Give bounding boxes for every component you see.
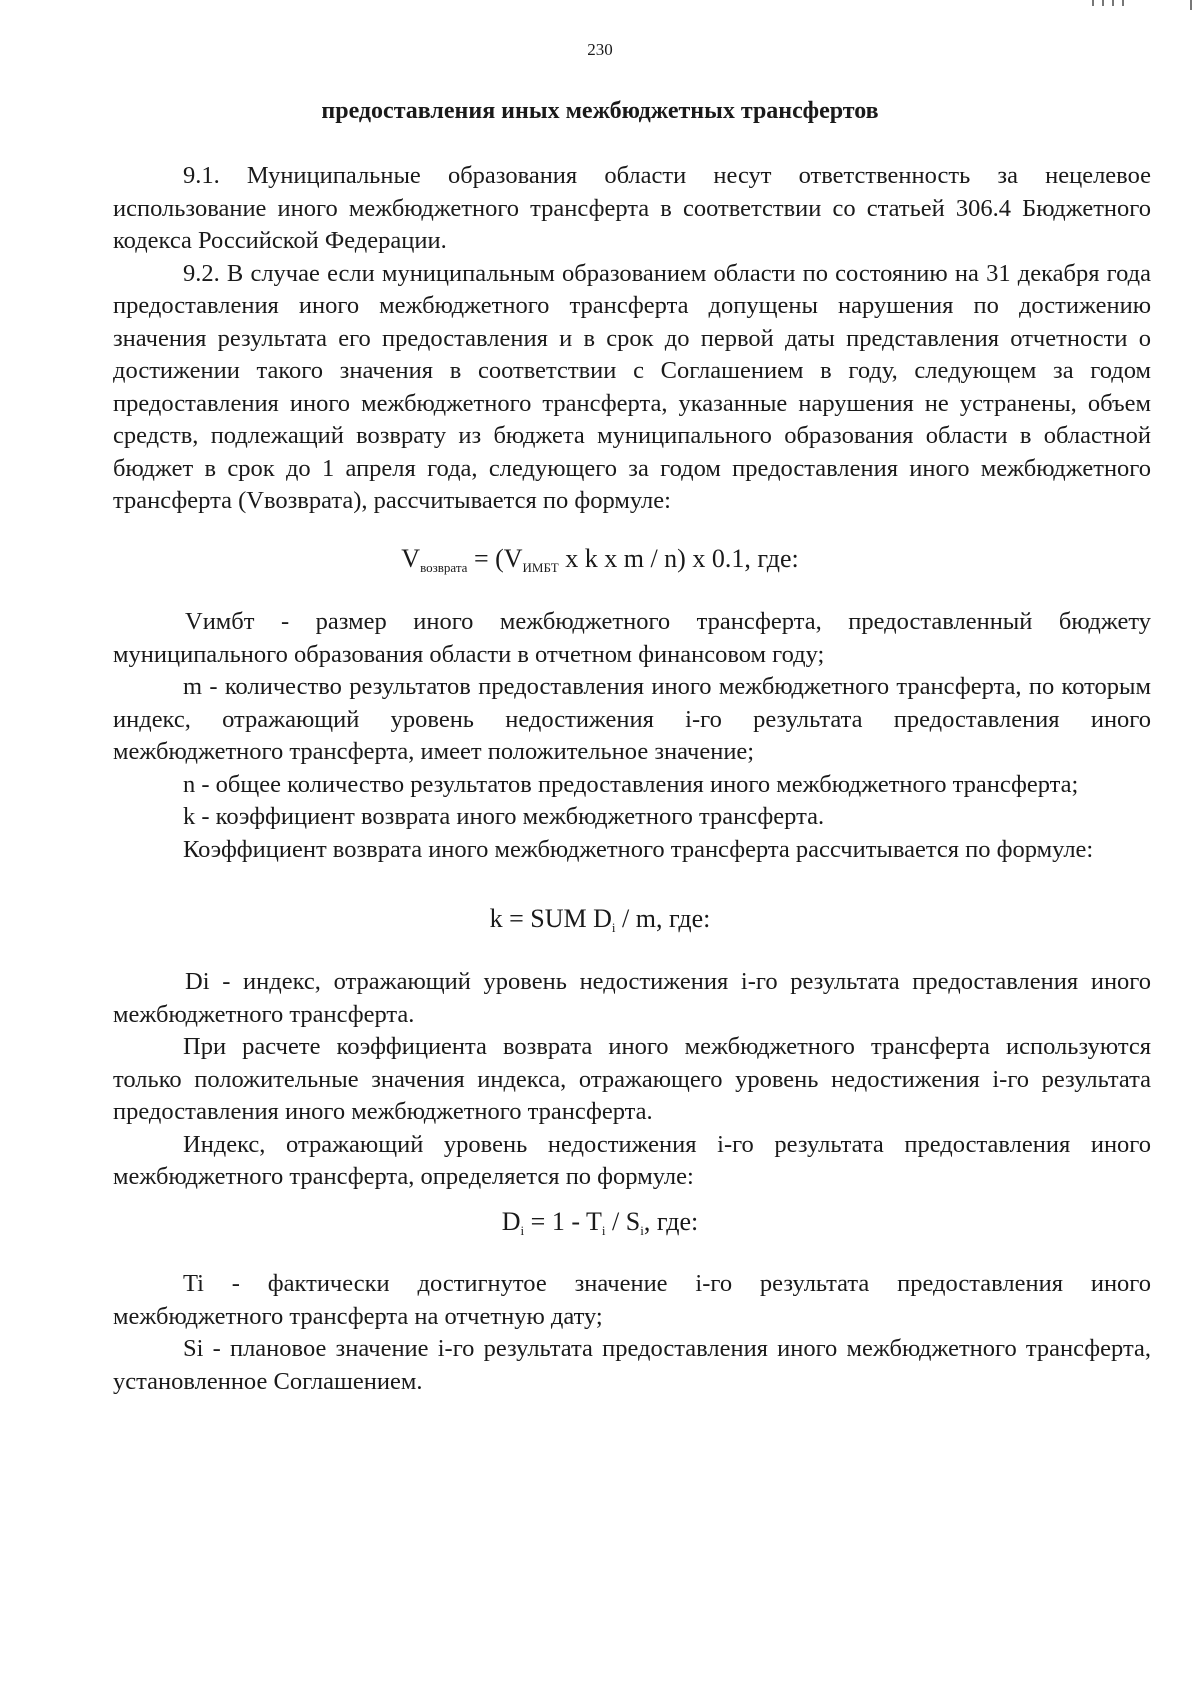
formula-d-mid: = 1 - T [524, 1207, 602, 1236]
formula-v-return [0, 544, 1200, 583]
definition-ti: Ti - фактически достигнутое значение i-го результата предоставления иного межбюджетного трансферта на отчетную дату; [113, 1270, 1151, 1330]
scan-edge-marks [1060, 0, 1200, 10]
formula-v-equals: = (V [467, 544, 523, 573]
formula-k-subscript: i [611, 920, 616, 935]
formula-d-slash: / S [605, 1207, 641, 1236]
formula-k-right: / m, где: [615, 904, 711, 933]
formula-v-symbol: V [401, 544, 421, 573]
formula-d-subscript: i [520, 1223, 525, 1238]
section-heading: предоставления иных межбюджетных трансфертов [321, 98, 879, 124]
paragraphs-top [113, 160, 1151, 518]
definition-k: k - коэффициент возврата иного межбюджетного трансферта. [183, 803, 825, 830]
formula-d-right: , где: [643, 1207, 699, 1236]
paragraphs-bottom [113, 1268, 1151, 1398]
formula-d-symbol: D [501, 1207, 521, 1236]
paragraph-coefficient: Коэффициент возврата иного межбюджетного трансферта рассчитывается по формуле: [183, 835, 1094, 863]
formula-v-rhs: x k x m / n) x 0.1, где: [558, 544, 799, 573]
formula-k [0, 904, 1200, 943]
paragraph-index-formula: Индекс, отражающий уровень недостижения i-го результата предоставления иного межбюджетного трансферта, определяется по формуле: [113, 1130, 1151, 1190]
definition-n: n - общее количество результатов предоставления иного межбюджетного трансферта; [183, 770, 1079, 798]
formula-v-subscript: возврата [420, 560, 468, 575]
formula-k-left: k = SUM D [489, 904, 612, 933]
paragraph-positive-values: При расчете коэффициента возврата иного межбюджетного трансферта используются только положительные значения индекса, отражающего уровень недостижения i-го результата предоставления иного межбюджетного трансферта. [113, 1033, 1151, 1125]
definition-v-imbt: Vимбт - размер иного межбюджетного трансферта, предоставленный бюджету муниципального образования области в отчетном финансовом году; [113, 608, 1151, 668]
definition-si: Si - плановое значение i-го результата предоставления иного межбюджетного трансферта, установленное Соглашением. [113, 1335, 1151, 1395]
paragraphs-index [113, 966, 1151, 1194]
formula-s-subscript: i [640, 1223, 644, 1238]
paragraphs-definitions [113, 606, 1151, 866]
definition-di: Di - индекс, отражающий уровень недостижения i-го результата предоставления иного межбюджетного трансферта. [113, 968, 1151, 1028]
formula-imbt-subscript: ИМБТ [522, 560, 559, 575]
definition-m: m - количество результатов предоставления иного межбюджетного трансферта, по которым индекс, отражающий уровень недостижения i-го результата предоставления иного межбюджетного трансферта, имеет положительное значение; [113, 673, 1151, 765]
paragraph-9-2: 9.2. В случае если муниципальным образованием области по состоянию на 31 декабря года предоставления иного межбюджетного трансферта допущены нарушения по достижению значения результата его предоставления и в срок до первой даты представления отчетности о достижении такого значения в соответствии с Соглашением в году, следующем за годом предоставления иного межбюджетного трансферта, указанные нарушения не устранены, объем средств, подлежащий возврату из бюджета муниципального образования области в областной бюджет в срок до 1 апреля года, следующего за годом предоставления иного межбюджетного трансферта (Vвозврата), рассчитывается по формуле: [113, 259, 1151, 514]
paragraph-9-1: 9.1. Муниципальные образования области несут ответственность за нецелевое использование иного межбюджетного трансферта в соответствии со статьей 306.4 Бюджетного кодекса Российской Федерации. [113, 162, 1151, 254]
formula-d [0, 1207, 1200, 1246]
page-number: 230 [587, 40, 613, 59]
formula-t-subscript: i [601, 1223, 606, 1238]
